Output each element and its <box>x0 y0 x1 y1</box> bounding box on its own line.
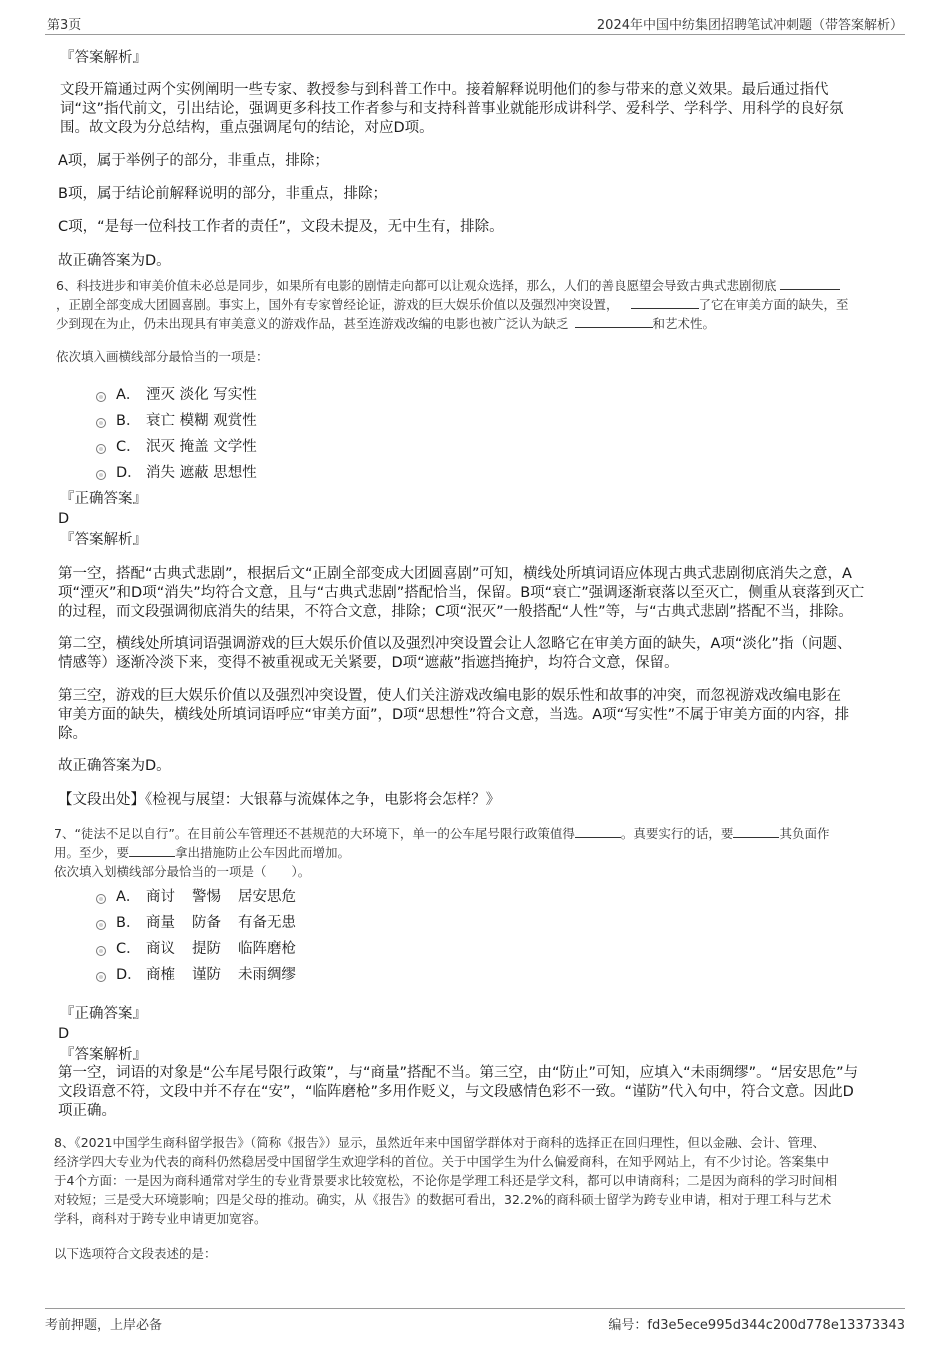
q7-option-d-letter: D． <box>116 967 142 983</box>
page-header <box>45 12 905 35</box>
q6-analysis-p3-line-1: 第三空，游戏的巨大娱乐价值以及强烈冲突设置，使人们关注游戏改编电影的娱乐性和故事的冲突，而忽视游戏改编电影在 <box>58 688 841 704</box>
q6-answer-value: D <box>58 511 70 527</box>
q6-option-a-letter: A． <box>116 387 141 403</box>
q6-stem-part-5: 和艺术性。 <box>652 316 716 331</box>
q7-option-c-word-3: 临阵磨枪 <box>238 941 296 957</box>
q6-stem-part-2: ，正剧全部变成大团圆喜剧。事实上，国外有专家曾经论证，游戏的巨大娱乐价值以及强烈冲突设置， <box>56 297 619 312</box>
q7-option-a-word-3: 居安思危 <box>238 889 296 905</box>
q7-blank-3 <box>129 843 175 857</box>
q6-option-b-letter: B． <box>116 413 141 429</box>
q5-analysis-label: 『答案解析』 <box>60 50 147 66</box>
q7-prompt: 依次填入划横线部分最恰当的一项是（ ）。 <box>54 864 311 879</box>
q7-option-b-word-2: 防备 <box>192 915 221 931</box>
q6-option-c-letter: C． <box>116 439 141 455</box>
q6-analysis-p1-line-1: 第一空，搭配“古典式悲剧”，根据后文“正剧全部变成大团圆喜剧”可知，横线处所填词语应体现古典式悲剧彻底消失之意，A <box>58 566 852 582</box>
q7-analysis-label: 『答案解析』 <box>60 1047 147 1063</box>
q8-stem-line-4: 对较短；三是受大环境影响；四是父母的推动。确实，从《报告》的数据可看出，32.2%的商科硕士留学为跨专业申请，相对于理工科与艺术 <box>54 1192 832 1207</box>
q7-option-d-word-2: 谨防 <box>192 967 221 983</box>
q6-stem-part-3: 了它在审美方面的缺失，至 <box>698 297 849 312</box>
q7-option-b-radio[interactable] <box>96 920 106 930</box>
q7-analysis-line-3: 项正确。 <box>58 1103 116 1119</box>
q7-option-c-word-2: 提防 <box>192 941 221 957</box>
q5-analysis-line-2: 词“这”指代前文，引出结论，强调更多科技工作者参与和支持科普事业就能形成讲科学、爱科学、学科学、用科学的良好氛 <box>60 101 844 117</box>
q7-option-a-word-2: 警惕 <box>192 889 221 905</box>
q6-stem-line-2 <box>56 295 849 315</box>
q6-analysis-label: 『答案解析』 <box>60 532 147 548</box>
q5-option-a-analysis: A项，属于举例子的部分，非重点，排除； <box>58 153 329 169</box>
q6-blank-2 <box>631 295 699 309</box>
q7-option-a-letter: A． <box>116 889 141 905</box>
q6-stem-part-4: 少到现在为止，仍未出现具有审美意义的游戏作品，甚至连游戏改编的电影也被广泛认为缺乏 <box>56 316 569 331</box>
q7-blank-2 <box>733 824 779 838</box>
q8-prompt: 以下选项符合文段表述的是： <box>54 1246 217 1261</box>
document-title: 2024年中国中纺集团招聘笔试冲刺题（带答案解析） <box>596 18 903 33</box>
q6-analysis-p1-line-3: 的过程，而文段强调彻底消失的结果，不符合文意，排除；C项“泯灭”一般搭配“人性”等，与“古典式悲剧”搭配不当，排除。 <box>58 604 853 620</box>
q7-stem-part-1: 7、“徒法不足以自行”。在目前公车管理还不甚规范的大环境下，单一的公车尾号限行政策值得 <box>54 826 575 841</box>
q6-blank-1 <box>780 276 840 290</box>
q7-option-a-radio[interactable] <box>96 894 106 904</box>
q7-stem-line-1 <box>54 824 829 844</box>
q6-option-d-radio[interactable] <box>96 470 106 480</box>
q7-option-d-word-3: 未雨绸缪 <box>238 967 296 983</box>
q7-option-b-word-3: 有备无患 <box>238 915 296 931</box>
q7-option-d-word-1: 商榷 <box>146 967 175 983</box>
q5-analysis-line-1: 文段开篇通过两个实例阐明一些专家、教授参与到科普工作中。接着解释说明他们的参与带来的意义效果。最后通过指代 <box>60 82 829 98</box>
q8-stem-line-3: 于4个方面：一是因为商科通常对学生的专业背景要求比较宽松，不论你是学理工科还是学文科，都可以申请商科；二是因为商科的学习时间相 <box>54 1173 837 1188</box>
q6-prompt: 依次填入画横线部分最恰当的一项是： <box>56 349 269 364</box>
q6-stem-line-3 <box>56 314 715 334</box>
page-footer <box>45 1308 905 1335</box>
q7-stem-part-2: 。真要实行的话，要 <box>620 826 734 841</box>
q5-analysis-line-3: 围。故文段为分总结构，重点强调尾句的结论，对应D项。 <box>60 120 434 136</box>
q6-analysis-p2-line-1: 第二空，横线处所填词语强调游戏的巨大娱乐价值以及强烈冲突设置会让人忽略它在审美方面的缺失，A项“淡化”指（问题、 <box>58 636 852 652</box>
q6-blank-3 <box>575 314 653 328</box>
q7-option-b-word-1: 商量 <box>146 915 175 931</box>
q7-option-b-letter: B． <box>116 915 141 931</box>
q7-option-c-letter: C． <box>116 941 141 957</box>
q5-option-b-analysis: B项，属于结论前解释说明的部分，非重点，排除； <box>58 186 387 202</box>
q8-stem-line-1: 8、《2021中国学生商科留学报告》（简称《报告》）显示，虽然近年来中国留学群体对于商科的选择正在回归理性，但以金融、会计、管理、 <box>54 1135 826 1150</box>
q5-conclusion: 故正确答案为D。 <box>58 253 171 269</box>
q7-stem-line-2 <box>54 843 350 863</box>
q6-answer-label: 『正确答案』 <box>60 491 147 507</box>
q6-analysis-p3-line-3: 除。 <box>58 726 87 742</box>
q7-answer-value: D <box>58 1026 70 1042</box>
q6-option-b-radio[interactable] <box>96 418 106 428</box>
q7-analysis-line-1: 第一空，词语的对象是“公车尾号限行政策”，与“商量”搭配不当。第三空，由“防止”可知，应填入“未雨绸缪”。“居安思危”与 <box>58 1065 859 1081</box>
q6-stem-part-1: 6、科技进步和审美价值未必总是同步，如果所有电影的剧情走向都可以让观众选择，那么，人们的善良愿望会导致古典式悲剧彻底 <box>56 278 777 293</box>
q6-source: 【文段出处】《检视与展望：大银幕与流媒体之争，电影将会怎样？》 <box>58 792 501 808</box>
q6-stem-line-1 <box>56 276 840 296</box>
q7-option-d-radio[interactable] <box>96 972 106 982</box>
q7-option-a-word-1: 商讨 <box>146 889 175 905</box>
q7-answer-label: 『正确答案』 <box>60 1006 147 1022</box>
q7-stem-part-4: 用。至少，要 <box>54 845 130 860</box>
q7-option-c-word-1: 商议 <box>146 941 175 957</box>
q7-stem-part-3: 其负面作 <box>779 826 830 841</box>
q6-analysis-p1-line-2: 项“湮灭”和D项“消失”均符合文意，且与“古典式悲剧”搭配恰当，保留。B项“衰亡”强调逐渐衰落以至灭亡，侧重从衰落到灭亡 <box>58 585 865 601</box>
q7-analysis-line-2: 文段语意不符，文段中并不存在“安”，“临阵磨枪”多用作贬义，与文段感情色彩不一致。“谨防”代入句中，符合文意。因此D <box>58 1084 854 1100</box>
q8-stem-line-5: 学科，商科对于跨专业申请更加宽容。 <box>54 1211 267 1226</box>
q6-option-c-radio[interactable] <box>96 444 106 454</box>
q7-stem-part-5: 拿出措施防止公车因此而增加。 <box>175 845 351 860</box>
footer-slogan: 考前押题，上岸必备 <box>45 1318 163 1333</box>
q7-blank-1 <box>575 824 621 838</box>
q5-option-c-analysis: C项，“是每一位科技工作者的责任”，文段未提及，无中生有，排除。 <box>58 219 504 235</box>
page-number: 第3页 <box>47 18 82 33</box>
q6-option-a-text: 湮灭 淡化 写实性 <box>146 387 257 403</box>
q6-option-a-radio[interactable] <box>96 392 106 402</box>
q8-stem-line-2: 经济学四大专业为代表的商科仍然稳居受中国留学生欢迎学科的首位。关于中国学生为什么偏爱商科，在知乎网站上，有不少讨论。答案集中 <box>54 1154 830 1169</box>
q7-option-c-radio[interactable] <box>96 946 106 956</box>
q6-analysis-p3-line-2: 审美方面的缺失，横线处所填词语呼应“审美方面”，D项“思想性”符合文意，当选。A项“写实性”不属于审美方面的内容，排 <box>58 707 850 723</box>
q6-conclusion: 故正确答案为D。 <box>58 758 171 774</box>
q6-option-d-text: 消失 遮蔽 思想性 <box>146 465 257 481</box>
q6-option-d-letter: D． <box>116 465 142 481</box>
q6-analysis-p2-line-2: 情感等）逐渐冷淡下来，变得不被重视或无关紧要，D项“遮蔽”指遮挡掩护，均符合文意，保留。 <box>58 655 679 671</box>
q6-option-c-text: 泯灭 掩盖 文学性 <box>146 439 257 455</box>
q6-option-b-text: 衰亡 模糊 观赏性 <box>146 413 257 429</box>
footer-doc-id: 编号：fd3e5ece995d344c200d778e13373343 <box>608 1318 905 1333</box>
